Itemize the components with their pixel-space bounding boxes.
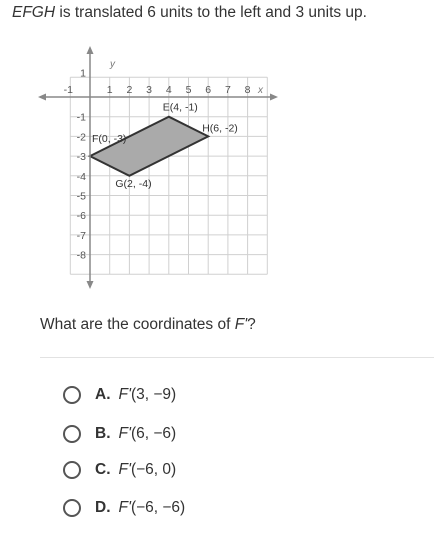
y-axis-label: y [110,59,115,70]
radio-button[interactable] [63,461,81,479]
x-axis-arrow-left [38,94,46,101]
question-text [40,316,256,334]
y-tick-label: -6 [76,210,86,223]
radio-button[interactable] [63,425,81,443]
y-tick-label: 1 [80,67,86,80]
point-label: G(2, -4) [115,177,152,190]
x-tick-label: -1 [63,84,73,96]
choice-c[interactable] [63,459,176,481]
point-label: F(0, -3) [92,133,127,146]
radio-button[interactable] [63,499,81,517]
y-tick-label: -2 [76,131,86,144]
choice-letter: A. [95,386,111,403]
y-axis-arrow-up [87,46,94,54]
x-tick-label: 7 [224,84,231,96]
radio-button[interactable] [63,386,81,404]
problem-text: is translated 6 units to the left and 3 units up. [55,4,367,21]
y-axis-arrow-down [87,281,94,289]
choice-letter: B. [95,425,111,442]
y-tick-label: -7 [76,229,86,242]
divider [40,357,434,358]
x-tick-label: 1 [106,84,113,96]
y-tick-label: -3 [76,151,86,164]
choice-d[interactable] [63,497,185,519]
x-tick-label: 5 [185,84,192,96]
choice-answer: F'(6, −6) [118,425,177,442]
x-axis-label: x [258,85,263,96]
point-label: H(6, -2) [202,122,238,135]
y-tick-label: -5 [76,190,86,203]
choice-b[interactable] [63,423,176,445]
polygon-efgh [90,117,208,176]
y-tick-label: -8 [76,249,86,262]
question-symbol: F' [234,316,248,333]
point-label: E(4, -1) [162,101,198,114]
x-axis-arrow-right [270,94,278,101]
x-tick-label: 4 [165,84,172,96]
choice-a[interactable] [63,384,176,406]
x-tick-labels [64,84,251,96]
x-tick-label: 3 [146,84,153,96]
choice-answer: F'(−6, 0) [118,461,177,478]
x-tick-label: 2 [126,84,133,96]
question-prefix: What are the coordinates of [40,316,235,333]
question-suffix: ? [247,316,256,333]
choice-letter: D. [95,499,111,516]
choice-answer: F'(3, −9) [118,386,177,403]
axes [38,46,278,289]
x-tick-label: 6 [205,84,212,96]
choice-letter: C. [95,461,111,478]
polygon-name: EFGH [12,4,56,21]
y-tick-label: -4 [76,170,86,183]
choice-answer: F'(−6, −6) [118,499,186,516]
x-tick-label: 8 [244,84,251,96]
y-tick-label: -1 [76,111,86,124]
